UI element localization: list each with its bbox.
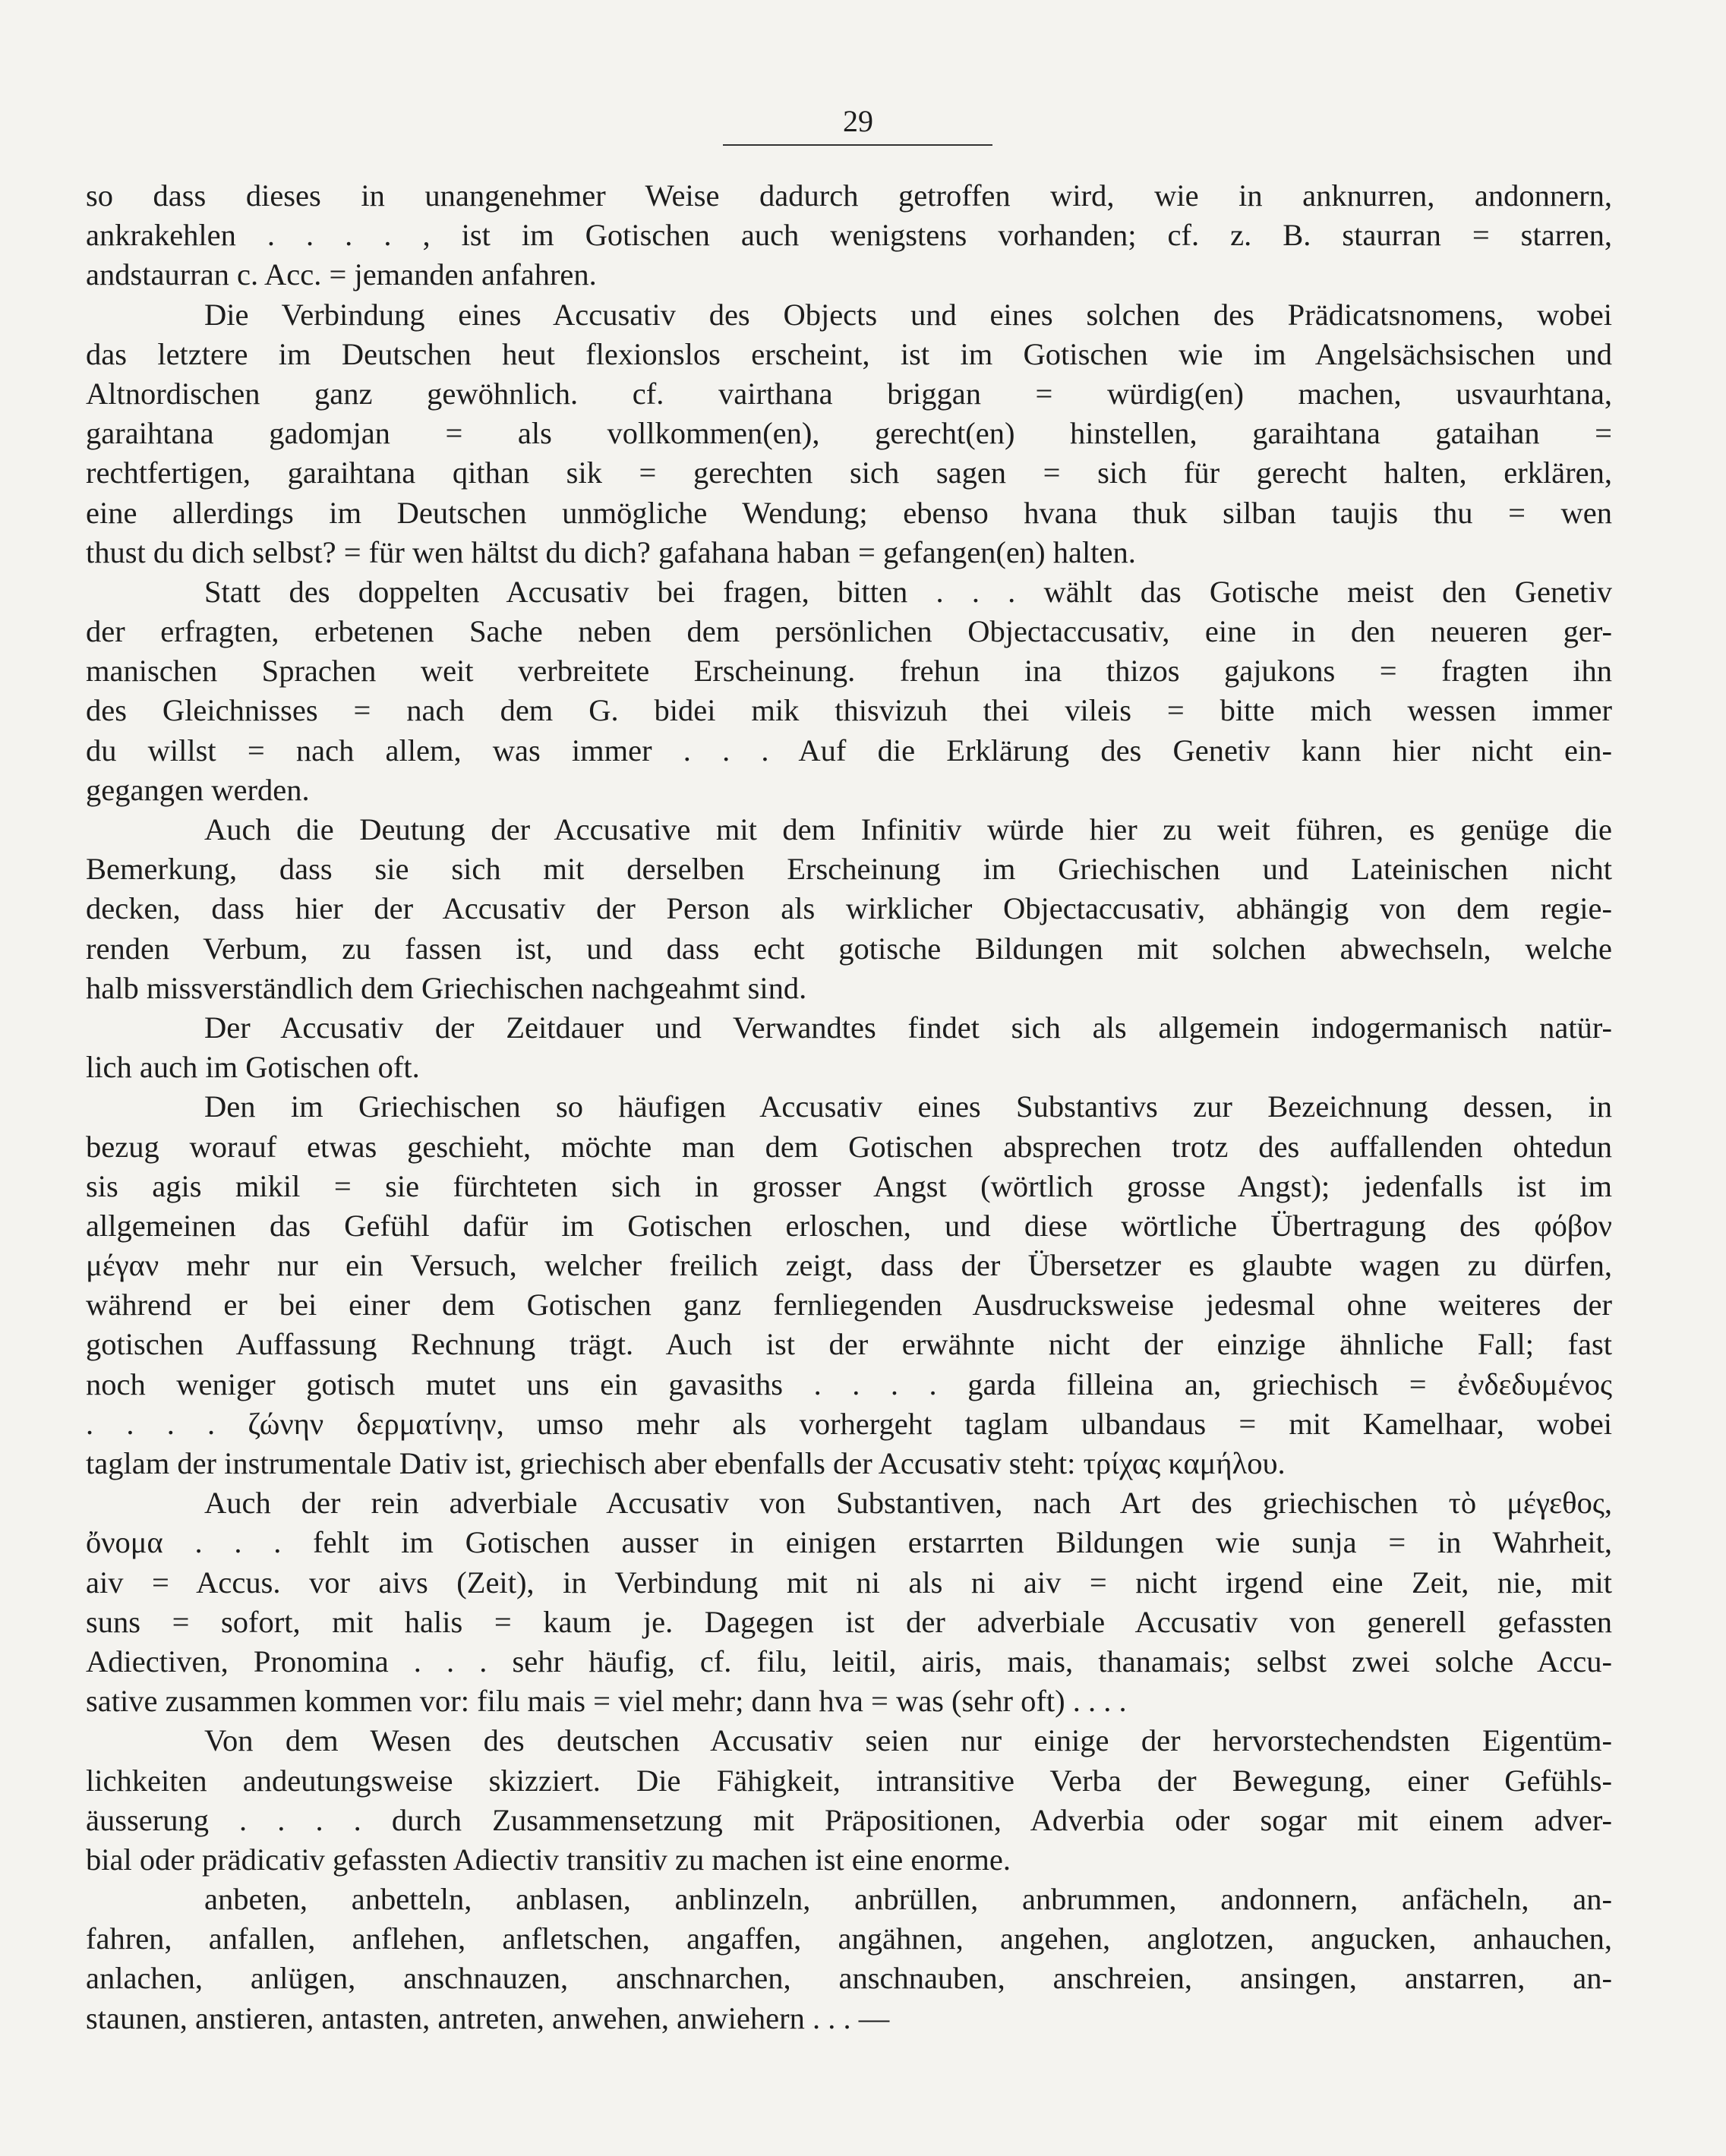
text-line: allgemeinen das Gefühl dafür im Gotischen erloschen, und diese wörtliche Übertragung des φόβον [86, 1208, 1612, 1243]
text-line: bial oder prädicativ gefassten Adiectiv transitiv zu machen ist eine enorme. [86, 1842, 1011, 1877]
text-line: sis agis mikil = sie fürchteten sich in grosser Angst (wörtlich grosse Angst); jedenfalls ist im [86, 1168, 1612, 1203]
text-line: Bemerkung, dass sie sich mit derselben Erscheinung im Griechischen und Lateinischen nicht [86, 852, 1612, 887]
text-line: bezug worauf etwas geschieht, möchte man dem Gotischen absprechen trotz des auffallenden ohtedun [86, 1129, 1612, 1164]
text-line: . . . . ζώνην δερματίνην, umso mehr als vorhergeht taglam ulbandaus = mit Kamelhaar, wobei [86, 1406, 1612, 1441]
text-line: aiv = Accus. vor aivs (Zeit), in Verbindung mit ni als ni aiv = nicht irgend eine Zeit, nie, mit [86, 1565, 1612, 1600]
text-line: das letztere im Deutschen heut flexionslos erscheint, ist im Gotischen wie im Angelsächsischen und [86, 336, 1612, 371]
text-line: sative zusammen kommen vor: filu mais = viel mehr; dann hva = was (sehr oft) . . . . [86, 1684, 1127, 1719]
text-line: lich auch im Gotischen oft. [86, 1050, 420, 1085]
text-line: andstaurran c. Acc. = jemanden anfahren. [86, 257, 597, 292]
page-number: 29 [843, 104, 873, 138]
text-line: Auch die Deutung der Accusative mit dem Infinitiv würde hier zu weit führen, es genüge die [204, 812, 1612, 846]
text-line: decken, dass hier der Accusativ der Person als wirklicher Objectaccusativ, abhängig von dem regie- [86, 891, 1612, 926]
text-line: thust du dich selbst? = für wen hältst du dich? gafahana haban = gefangen(en) halten. [86, 534, 1136, 569]
text-line: μέγαν mehr nur ein Versuch, welcher freilich zeigt, dass der Übersetzer es glaubte wagen zu dürfen, [86, 1248, 1612, 1283]
text-line: ὄνομα . . . fehlt im Gotischen ausser in einigen erstarrten Bildungen wie sunja = in Wahrheit, [86, 1525, 1612, 1560]
text-line: eine allerdings im Deutschen unmögliche Wendung; ebenso hvana thuk silban taujis thu = wen [86, 495, 1612, 530]
text-line: Die Verbindung eines Accusativ des Objects und eines solchen des Prädicatsnomens, wobei [204, 297, 1612, 332]
header-rule [723, 144, 992, 146]
text-line: garaihtana gadomjan = als vollkommen(en), gerecht(en) hinstellen, garaihtana gataihan = [86, 416, 1612, 451]
text-line: fahren, anfallen, anflehen, anfletschen, angaffen, angähnen, angehen, anglotzen, angucken, anhauchen, [86, 1921, 1612, 1956]
text-line: lichkeiten andeutungsweise skizziert. Die Fähigkeit, intransitive Verba der Bewegung, einer Gefühls- [86, 1763, 1612, 1798]
text-line: Adiectiven, Pronomina . . . sehr häufig, cf. filu, leitil, airis, mais, thanamais; selbst zwei solche Accu- [86, 1644, 1612, 1678]
text-line: der erfragten, erbetenen Sache neben dem persönlichen Objectaccusativ, eine in den neueren ger- [86, 614, 1612, 649]
text-line: du willst = nach allem, was immer . . . Auf die Erklärung des Genetiv kann hier nicht ein- [86, 733, 1612, 768]
text-line: Von dem Wesen des deutschen Accusativ seien nur einige der hervorstechendsten Eigentüm- [204, 1723, 1612, 1758]
text-line: halb missverständlich dem Griechischen nachgeahmt sind. [86, 970, 807, 1005]
text-line: ankrakehlen . . . . , ist im Gotischen auch wenigstens vorhanden; cf. z. B. staurran = starren, [86, 218, 1612, 253]
text-line: renden Verbum, zu fassen ist, und dass echt gotische Bildungen mit solchen abwechseln, welche [86, 931, 1612, 966]
body-text [86, 176, 1612, 2038]
text-line: Der Accusativ der Zeitdauer und Verwandtes findet sich als allgemein indogermanisch natür- [204, 1010, 1612, 1045]
text-line: während er bei einer dem Gotischen ganz fernliegenden Ausdrucksweise jedesmal ohne weiteres der [86, 1288, 1612, 1322]
text-line: taglam der instrumentale Dativ ist, griechisch aber ebenfalls der Accusativ steht: τρίχας καμήλου. [86, 1446, 1286, 1480]
text-line: gotischen Auffassung Rechnung trägt. Auch ist der erwähnte nicht der einzige ähnliche Fall; fast [86, 1327, 1612, 1362]
text-line: anbeten, anbetteln, anblasen, anblinzeln, anbrüllen, anbrummen, andonnern, anfächeln, an- [204, 1882, 1612, 1917]
text-line: gegangen werden. [86, 772, 310, 807]
text-line: rechtfertigen, garaihtana qithan sik = gerechten sich sagen = sich für gerecht halten, erklären, [86, 455, 1612, 490]
text-line: so dass dieses in unangenehmer Weise dadurch getroffen wird, wie in anknurren, andonnern, [86, 178, 1612, 213]
text-line: Den im Griechischen so häufigen Accusativ eines Substantivs zur Bezeichnung dessen, in [204, 1089, 1612, 1124]
text-line: suns = sofort, mit halis = kaum je. Dagegen ist der adverbiale Accusativ von generell gefassten [86, 1604, 1612, 1639]
text-line: anlachen, anlügen, anschnauzen, anschnarchen, anschnauben, anschreien, ansingen, anstarren, an- [86, 1961, 1612, 1996]
text-line: staunen, anstieren, antasten, antreten, anwehen, anwiehern . . . — [86, 2000, 890, 2035]
text-line: Altnordischen ganz gewöhnlich. cf. vairthana briggan = würdig(en) machen, usvaurhtana, [86, 376, 1612, 411]
text-line: des Gleichnisses = nach dem G. bidei mik thisvizuh thei vileis = bitte mich wessen immer [86, 693, 1612, 728]
text-line: Statt des doppelten Accusativ bei fragen, bitten . . . wählt das Gotische meist den Genetiv [204, 574, 1612, 609]
text-line: noch weniger gotisch mutet uns ein gavasiths . . . . garda filleina an, griechisch = ἐνδεδυμένος [86, 1366, 1612, 1401]
text-line: manischen Sprachen weit verbreitete Erscheinung. frehun ina thizos gajukons = fragten ihn [86, 654, 1612, 689]
text-line: äusserung . . . . durch Zusammensetzung mit Präpositionen, Adverbia oder sogar mit einem adver- [86, 1802, 1612, 1837]
text-line: Auch der rein adverbiale Accusativ von Substantiven, nach Art des griechischen τὸ μέγεθος, [204, 1486, 1612, 1521]
